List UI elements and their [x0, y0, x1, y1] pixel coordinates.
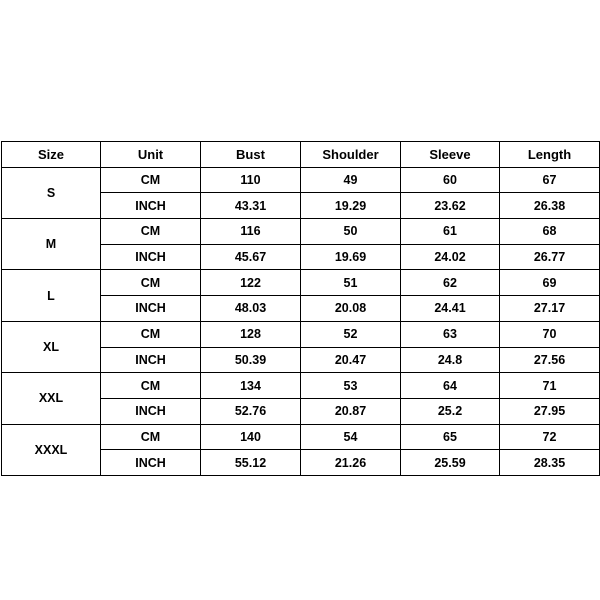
sleeve-cell: 65 [401, 424, 500, 450]
unit-cell: CM [101, 167, 201, 193]
sleeve-cell: 60 [401, 167, 500, 193]
bust-cell: 45.67 [201, 244, 301, 270]
shoulder-cell: 49 [301, 167, 401, 193]
sleeve-cell: 24.02 [401, 244, 500, 270]
bust-cell: 43.31 [201, 193, 301, 219]
size-cell: XXL [2, 373, 101, 424]
bust-cell: 122 [201, 270, 301, 296]
sleeve-cell: 62 [401, 270, 500, 296]
size-cell: S [2, 167, 101, 218]
table-row [2, 167, 600, 193]
shoulder-cell: 20.87 [301, 398, 401, 424]
sleeve-cell: 64 [401, 373, 500, 399]
sleeve-cell: 25.59 [401, 450, 500, 476]
length-cell: 27.17 [500, 296, 600, 322]
sleeve-cell: 24.8 [401, 347, 500, 373]
bust-cell: 140 [201, 424, 301, 450]
unit-cell: INCH [101, 193, 201, 219]
sleeve-cell: 61 [401, 219, 500, 245]
sleeve-cell: 63 [401, 321, 500, 347]
sleeve-cell: 23.62 [401, 193, 500, 219]
bust-cell: 116 [201, 219, 301, 245]
size-chart-table [1, 141, 600, 476]
size-chart-body [2, 167, 600, 475]
unit-cell: CM [101, 424, 201, 450]
unit-cell: CM [101, 321, 201, 347]
length-cell: 72 [500, 424, 600, 450]
header-length: Length [500, 142, 600, 168]
length-cell: 70 [500, 321, 600, 347]
length-cell: 26.38 [500, 193, 600, 219]
length-cell: 28.35 [500, 450, 600, 476]
size-cell: XL [2, 321, 101, 372]
shoulder-cell: 50 [301, 219, 401, 245]
length-cell: 69 [500, 270, 600, 296]
header-unit: Unit [101, 142, 201, 168]
shoulder-cell: 53 [301, 373, 401, 399]
bust-cell: 134 [201, 373, 301, 399]
bust-cell: 52.76 [201, 398, 301, 424]
header-size: Size [2, 142, 101, 168]
length-cell: 27.95 [500, 398, 600, 424]
unit-cell: CM [101, 219, 201, 245]
header-sleeve: Sleeve [401, 142, 500, 168]
unit-cell: INCH [101, 398, 201, 424]
sleeve-cell: 24.41 [401, 296, 500, 322]
unit-cell: CM [101, 270, 201, 296]
length-cell: 67 [500, 167, 600, 193]
bust-cell: 110 [201, 167, 301, 193]
table-row [2, 424, 600, 450]
size-cell: M [2, 219, 101, 270]
unit-cell: INCH [101, 244, 201, 270]
unit-cell: INCH [101, 296, 201, 322]
length-cell: 26.77 [500, 244, 600, 270]
bust-cell: 50.39 [201, 347, 301, 373]
size-cell: L [2, 270, 101, 321]
table-row [2, 219, 600, 245]
table-row [2, 321, 600, 347]
unit-cell: CM [101, 373, 201, 399]
size-cell: XXXL [2, 424, 101, 475]
shoulder-cell: 21.26 [301, 450, 401, 476]
length-cell: 71 [500, 373, 600, 399]
size-chart [1, 141, 599, 476]
bust-cell: 55.12 [201, 450, 301, 476]
shoulder-cell: 19.29 [301, 193, 401, 219]
shoulder-cell: 20.47 [301, 347, 401, 373]
header-shoulder: Shoulder [301, 142, 401, 168]
bust-cell: 128 [201, 321, 301, 347]
shoulder-cell: 20.08 [301, 296, 401, 322]
shoulder-cell: 19.69 [301, 244, 401, 270]
unit-cell: INCH [101, 450, 201, 476]
header-row [2, 142, 600, 168]
table-row [2, 373, 600, 399]
header-bust: Bust [201, 142, 301, 168]
bust-cell: 48.03 [201, 296, 301, 322]
table-row [2, 270, 600, 296]
sleeve-cell: 25.2 [401, 398, 500, 424]
shoulder-cell: 52 [301, 321, 401, 347]
unit-cell: INCH [101, 347, 201, 373]
length-cell: 27.56 [500, 347, 600, 373]
shoulder-cell: 51 [301, 270, 401, 296]
length-cell: 68 [500, 219, 600, 245]
shoulder-cell: 54 [301, 424, 401, 450]
